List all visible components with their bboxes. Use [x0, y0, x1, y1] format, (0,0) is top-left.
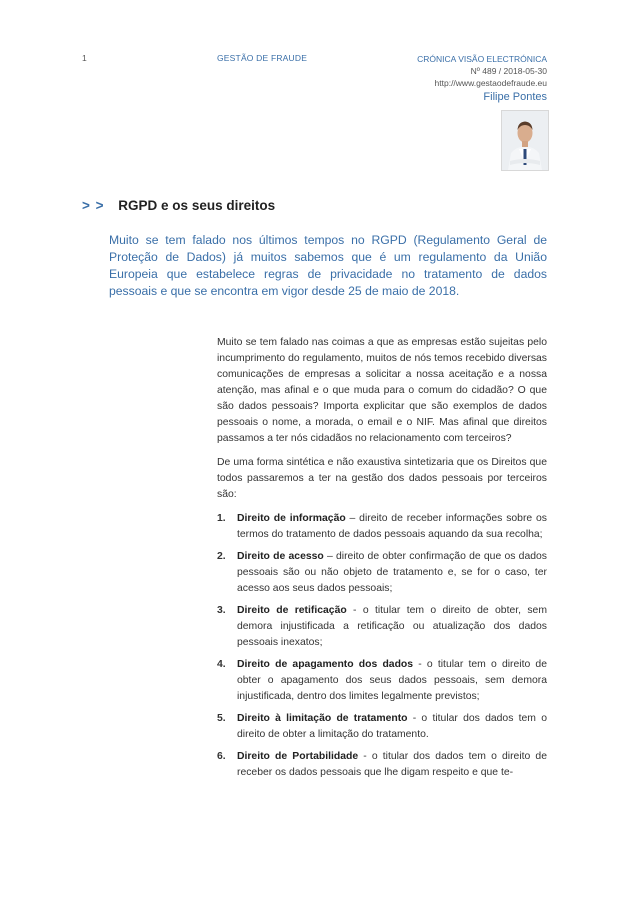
right-description: - o titular dos dados tem o direito de receber os dados pessoais que lhe digam respeito e que te- — [237, 751, 547, 778]
rights-list — [217, 511, 547, 781]
right-term: Direito de retificação — [237, 605, 347, 616]
list-number: 4. — [217, 659, 226, 670]
article-lead: Muito se tem falado nos últimos tempos no RGPD (Regulamento Geral de Proteção de Dados) já muitos sabemos que é um regulamento da União Europeia que estabelece regras de privacidade no tratamento de dados pessoais e que se encontra em vigor desde 25 de maio de 2018. — [109, 233, 547, 298]
right-description: - o titular dos dados tem o direito de obter a limitação do tratamento. — [237, 713, 547, 740]
author-name: Filipe Pontes — [483, 91, 547, 103]
paragraph: De uma forma sintética e não exaustiva sintetizaria que os Direitos que todos passaremos a ter na gestão dos dados pessoais por terceiros são: — [217, 457, 547, 500]
author-portrait-icon — [502, 111, 548, 170]
right-term: Direito à limitação de tratamento — [237, 713, 408, 724]
right-description: - o titular tem o direito de obter o apagamento dos seus dados pessoais, sem demora injustificada, dentro dos limites legalmente previstos; — [237, 659, 547, 702]
author-photo — [501, 110, 549, 171]
issue-date: Nº 489 / 2018-05-30 — [470, 66, 547, 76]
list-item — [217, 511, 547, 543]
right-term: Direito de acesso — [237, 551, 324, 562]
list-number: 3. — [217, 605, 226, 616]
publication-name: CRÓNICA VISÃO ELECTRÓNICA — [417, 54, 547, 64]
list-number: 6. — [217, 751, 226, 762]
article-body — [217, 335, 547, 787]
publication-block — [417, 53, 547, 103]
right-term: Direito de apagamento dos dados — [237, 659, 414, 670]
list-item — [217, 749, 547, 781]
list-item — [217, 657, 547, 705]
right-term: Direito de informação — [237, 513, 346, 524]
paragraph: Muito se tem falado nas coimas a que as empresas estão sujeitas pelo incumprimento do regulamento, muitos de nós temos recebido diversas comunicações de empresas a solicitar a nossa aceitação e a nossa atenção, mas afinal e o que muda para o comum do cidadão? O que são dados pessoais? Importa explicitar que são exemplos de dados pessoais o nome, a morada, o email e o NIF. Mas afinal que direitos passamos a ter nós cidadãos no relacionamento com terceiros? — [217, 337, 547, 444]
list-item — [217, 549, 547, 597]
list-number: 2. — [217, 551, 226, 562]
list-item — [217, 711, 547, 743]
article-title: RGPD e os seus direitos — [118, 198, 276, 213]
right-term: Direito de Portabilidade — [237, 751, 359, 762]
section-label: GESTÃO DE FRAUDE — [217, 53, 308, 63]
list-item — [217, 603, 547, 651]
list-number: 1. — [217, 513, 226, 524]
right-description: – direito de receber informações sobre os termos do tratamento de dados pessoais aquando da sua recolha; — [237, 513, 547, 540]
right-description: – direito de obter confirmação de que os dados pessoais são ou não objeto de tratamento e, se for o caso, ter acesso aos seus dados pessoais; — [237, 551, 547, 594]
title-marker: > > — [82, 198, 105, 213]
page-number: 1 — [82, 53, 87, 63]
right-description: - o titular tem o direito de obter, sem demora injustificada a retificação ou atualização dos dados pessoais inexatos; — [237, 605, 547, 648]
list-number: 5. — [217, 713, 226, 724]
website-link[interactable]: http://www.gestaodefraude.eu — [434, 78, 547, 88]
article-title-row — [82, 198, 275, 213]
